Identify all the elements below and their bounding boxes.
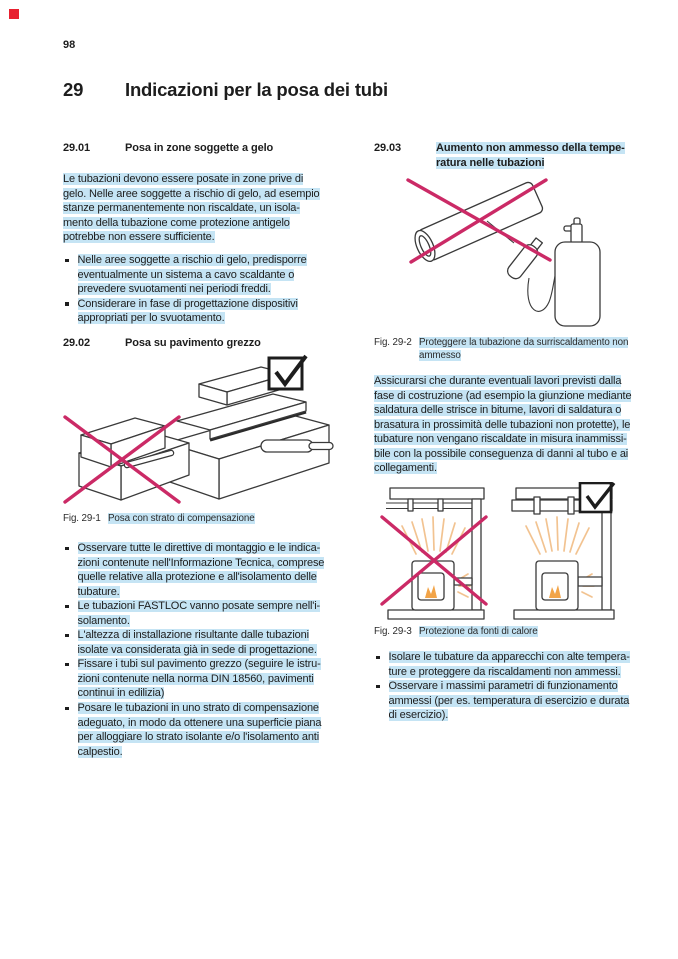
text-line: appropriati per lo svuotamento. [77,312,225,325]
text-line: Le tubazioni FASTLOC vanno posate sempre nell'i- [77,600,321,613]
text-line: di esercizio). [388,709,449,722]
section-title: Posa su pavimento grezzo [125,337,261,349]
bullet-marker [65,634,69,638]
checkmark-icon [269,356,306,389]
text-line: Proteggere la tubazione da surriscaldamento non [419,337,629,348]
text-line: ammesso [419,349,461,361]
figure-29-2-caption [374,337,628,362]
chapter-heading [63,79,388,101]
text-line: Nelle aree soggette a rischio di gelo, predisporre [77,254,307,266]
text-line: isolate va considerata già in sede di progettazione. [77,643,317,656]
cross-icon [408,180,550,262]
text-line: tubature non vengano riscaldate in misura inammissi- [374,433,627,446]
section-number: 29.02 [63,337,91,349]
text-line: potrebbe non essere sufficiente. [63,231,215,244]
gas-cylinder [555,218,600,326]
figure-label: Fig. 29-3 [374,626,412,637]
text-line: quelle relative alla protezione e all'isolamento delle [77,571,317,584]
text-line: gelo. Nelle aree soggette a rischio di gelo, ad esempio [63,187,320,200]
text-line: zioni contenute nell'Informazione Tecnica, comprese [77,556,325,569]
post [602,499,611,610]
list-item [376,679,630,723]
list-item [65,253,307,297]
figure-29-1-caption [63,513,255,526]
bullet-list-screed [65,541,324,759]
insulated-stove-pipe [578,577,602,586]
bullet-marker [65,663,69,667]
text-line: tubature. [77,585,120,598]
figure-label: Fig. 29-1 [63,513,101,524]
wrong-installation-drawing [79,418,189,500]
text-line: eventualmente un sistema a cavo scaldante o [77,268,295,281]
section-29-01 [63,141,273,156]
bullet-list-heat [376,650,630,723]
section-29-03 [374,141,625,170]
text-line: Osservare i massimi parametri di funzionamento [388,680,618,693]
text-line: collegamenti. [374,462,437,475]
figure-label: Fig. 29-2 [374,337,412,348]
text-line: adeguato, in modo da ottenere una superficie piana [77,716,322,729]
text-line: saldatura delle strisce in bitume, lavori di saldatura o [374,404,622,417]
bullet-marker [376,685,380,689]
text-line: bile con la possibile conseguenza di danni al tubo e ai [374,447,629,460]
figure-29-3-illustration [376,482,626,622]
text-line: continui in edilizia) [77,687,165,700]
heat-source-unprotected-drawing [386,488,484,619]
paragraph-frost-zones [63,172,320,245]
text-line: solamento. [77,614,130,627]
list-item [376,650,630,679]
bullet-marker [376,656,380,660]
text-line: Osservare tutte le direttive di montaggio e le indica- [77,542,321,554]
text-line: mento della tubazione come protezione antigelo [63,216,290,229]
bullet-list-frost [65,253,307,326]
section-number: 29.01 [63,142,91,154]
heat-source-protected-drawing [512,483,614,619]
page-number: 98 [63,39,76,51]
list-item [65,541,324,599]
paragraph-overheating [374,374,631,476]
text-line: brasatura in prossimità delle tubazioni non protette), le [374,418,631,431]
torch [505,236,545,281]
text-line: L'altezza di installazione risultante dalle tubazioni [77,629,309,642]
bullet-marker [65,547,69,551]
figure-29-3-caption [374,626,538,639]
pipe-and-torch-drawing [411,181,600,326]
checkmark-icon [580,483,614,512]
list-item [65,657,324,701]
chapter-title: Indicazioni per la posa dei tubi [125,79,388,100]
list-item [65,297,307,326]
list-item [65,599,324,628]
chapter-number: 29 [63,79,84,100]
text-line: ammessi (per es. temperatura di esercizio e durata [388,694,630,707]
text-line: ture e proteggere da riscaldamenti non ammessi. [388,665,621,678]
pipe [261,440,313,452]
figure-caption-text: Protezione da fonti di calore [419,626,538,637]
text-line: prevedere svuotamenti nei periodi freddi. [77,283,271,296]
text-line: per alloggiare lo strato isolante e/o l'isolamento anti [77,731,319,744]
text-line: Considerare in fase di progettazione dispositivi [77,297,298,310]
text-line: stanze permanentemente non riscaldate, un isola- [63,202,300,215]
bullet-marker [65,259,69,263]
text-line: Le tubazioni devono essere posate in zone prive di [63,173,304,185]
text-line: Fissare i tubi sul pavimento grezzo (seguire le istru- [77,658,321,671]
text-line: Posare le tubazioni in uno strato di compensazione [77,702,319,715]
section-title-line: ratura nelle tubazioni [436,156,545,169]
section-title: Posa in zone soggette a gelo [125,142,274,154]
text-line: calpestio. [77,745,123,758]
red-marker-square [9,9,19,19]
correct-installation-drawing [167,367,333,499]
list-item [65,701,324,759]
figure-29-2-illustration [383,174,623,332]
list-item [65,628,324,657]
section-number: 29.03 [374,142,402,154]
text-line: Assicurarsi che durante eventuali lavori previsti dalla [374,375,622,387]
text-line: Isolare le tubature da apparecchi con alte tempera- [388,651,630,663]
bullet-marker [65,605,69,609]
figure-caption-text: Posa con strato di compensazione [108,513,255,524]
bullet-marker [65,707,69,711]
text-line: zioni contenute nella norma DIN 18560, pavimenti [77,672,314,685]
section-title-line: Aumento non ammesso della tempe- [436,142,625,154]
figure-29-1-illustration [63,353,346,505]
bullet-marker [65,302,69,306]
figure-caption-text [419,337,628,362]
section-29-02 [63,336,261,351]
text-line: fase di costruzione (ad esempio la giunzione mediante [374,389,632,402]
